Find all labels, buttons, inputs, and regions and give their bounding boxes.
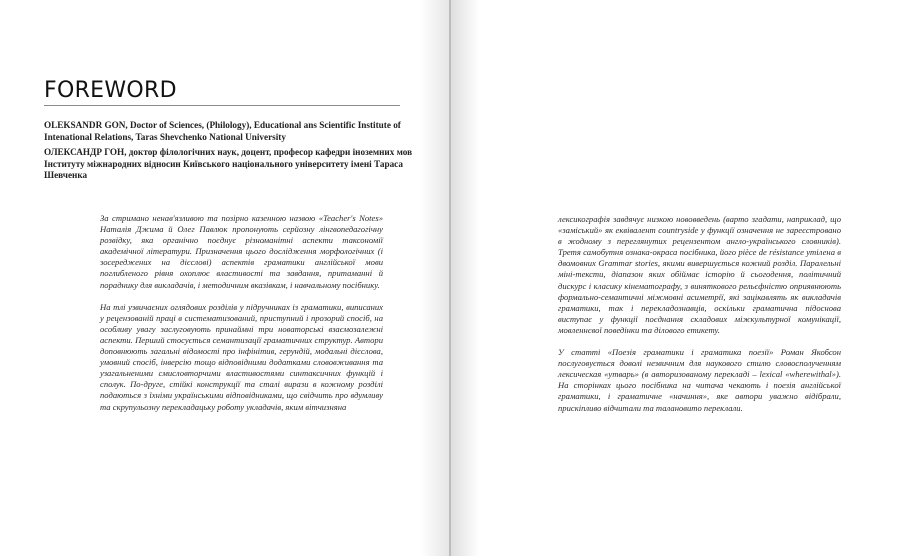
title-divider <box>44 105 400 106</box>
body-paragraph: На тлі узвичаєних оглядових розділів у підручниках із граматики, виписаних у рецензованій праці в систематизований, приступний і прозорий спосіб, на особливу увагу заслуговують принаймні три новаторські взаємозалежні аспекти. Перший стосується семантизації граматичних структур. Автори доповнюють загальні відомості про інфінітив, герундій, модальні дієслова, умовний спосіб, інверсію тощо відповідними додатками слововживання та узагальненими смисловторчими властивостями синтаксичних функцій і сполук. По-друге, стійкі конструкції та сталі вирази в кожному розділі подаються з їхніми українськими відповідниками, що свідчить про вдумливу та скрупульозну перекладацьку роботу укладачів, яким вітчизняна <box>100 301 383 412</box>
body-paragraph: лексикографія завдячує низкою нововведень (варто згадати, наприклад, що «заміський» як еквівалент countryside у функції означення не зареєстровано в жодному з переглянутих рецензентом англо-українського словників). Третя самобутня ознака-окраса посібника, його pièce de résistance утілена в двомовних Grammar stories, якими вивершується кожний розділ. Паралельні міні-тексти, діапазон яких обіймає історію й сьогодення, політичний дискурс і класику кінематографу, з виняткового рельєфністю оприявнюють формально-семантичні міжмовні асиметрії, які зацікавлять як викладачів граматики, так і перекладознавців, оскільки граматична підоснова виступає у функції поєднання складових міжкультурної комунікації, мовленнєвої поведінки та ділового етикету. <box>558 214 841 335</box>
right-text-column <box>558 214 841 425</box>
body-paragraph: У статті «Поезія граматики і граматика поезії» Роман Якобсон послуговується доволі незвичним для наукового стилю словосполученням лексическая «утварь» (в авторизованому перекладі – lexical «wherewithal»). На сторінках цього посібника на читача чекають і поезія англійської граматики, і граматичне «начиння», яке автори уважно відібрали, прискіпливо відчитали та талановито переклали. <box>558 347 841 413</box>
right-page-gutter-shadow <box>451 0 479 556</box>
author-affiliation-english: OLEKSANDR GON, Doctor of Sciences, (Philology), Educational ans Scientific Institute of Intenational Relations, Taras Shevchenko National University <box>44 120 401 142</box>
left-text-column <box>100 213 383 424</box>
author-affiliation-ukrainian: ОЛЕКСАНДР ГОН, доктор філологічних наук, доцент, професор кафедри іноземних мов Інституту міжнародних відносин Київського національного університету імені Тараса Шевченка <box>44 147 413 180</box>
body-paragraph: За стримано ненав'язливою та позірно казенною назвою «Teacher's Notes» Наталія Джима й Олег Павлюк пропонують серйозну лінгвопедагогічну розвідку, яка органічно поєднує різноманітні аспекти таксономії академічної літератури. Призначення цього дослідження морфологічних (і зосереджених на дієслові) аспектів граматики англійської мови поглибленого рівня охоплює властивості та завдання, притаманні й порадникy для викладачів, і методичним вказівкам, і навчальному посібнику. <box>100 213 383 290</box>
left-page-gutter-shadow <box>420 0 449 556</box>
right-page <box>451 0 900 556</box>
left-page <box>0 0 449 556</box>
page-title: FOREWORD <box>44 78 177 103</box>
